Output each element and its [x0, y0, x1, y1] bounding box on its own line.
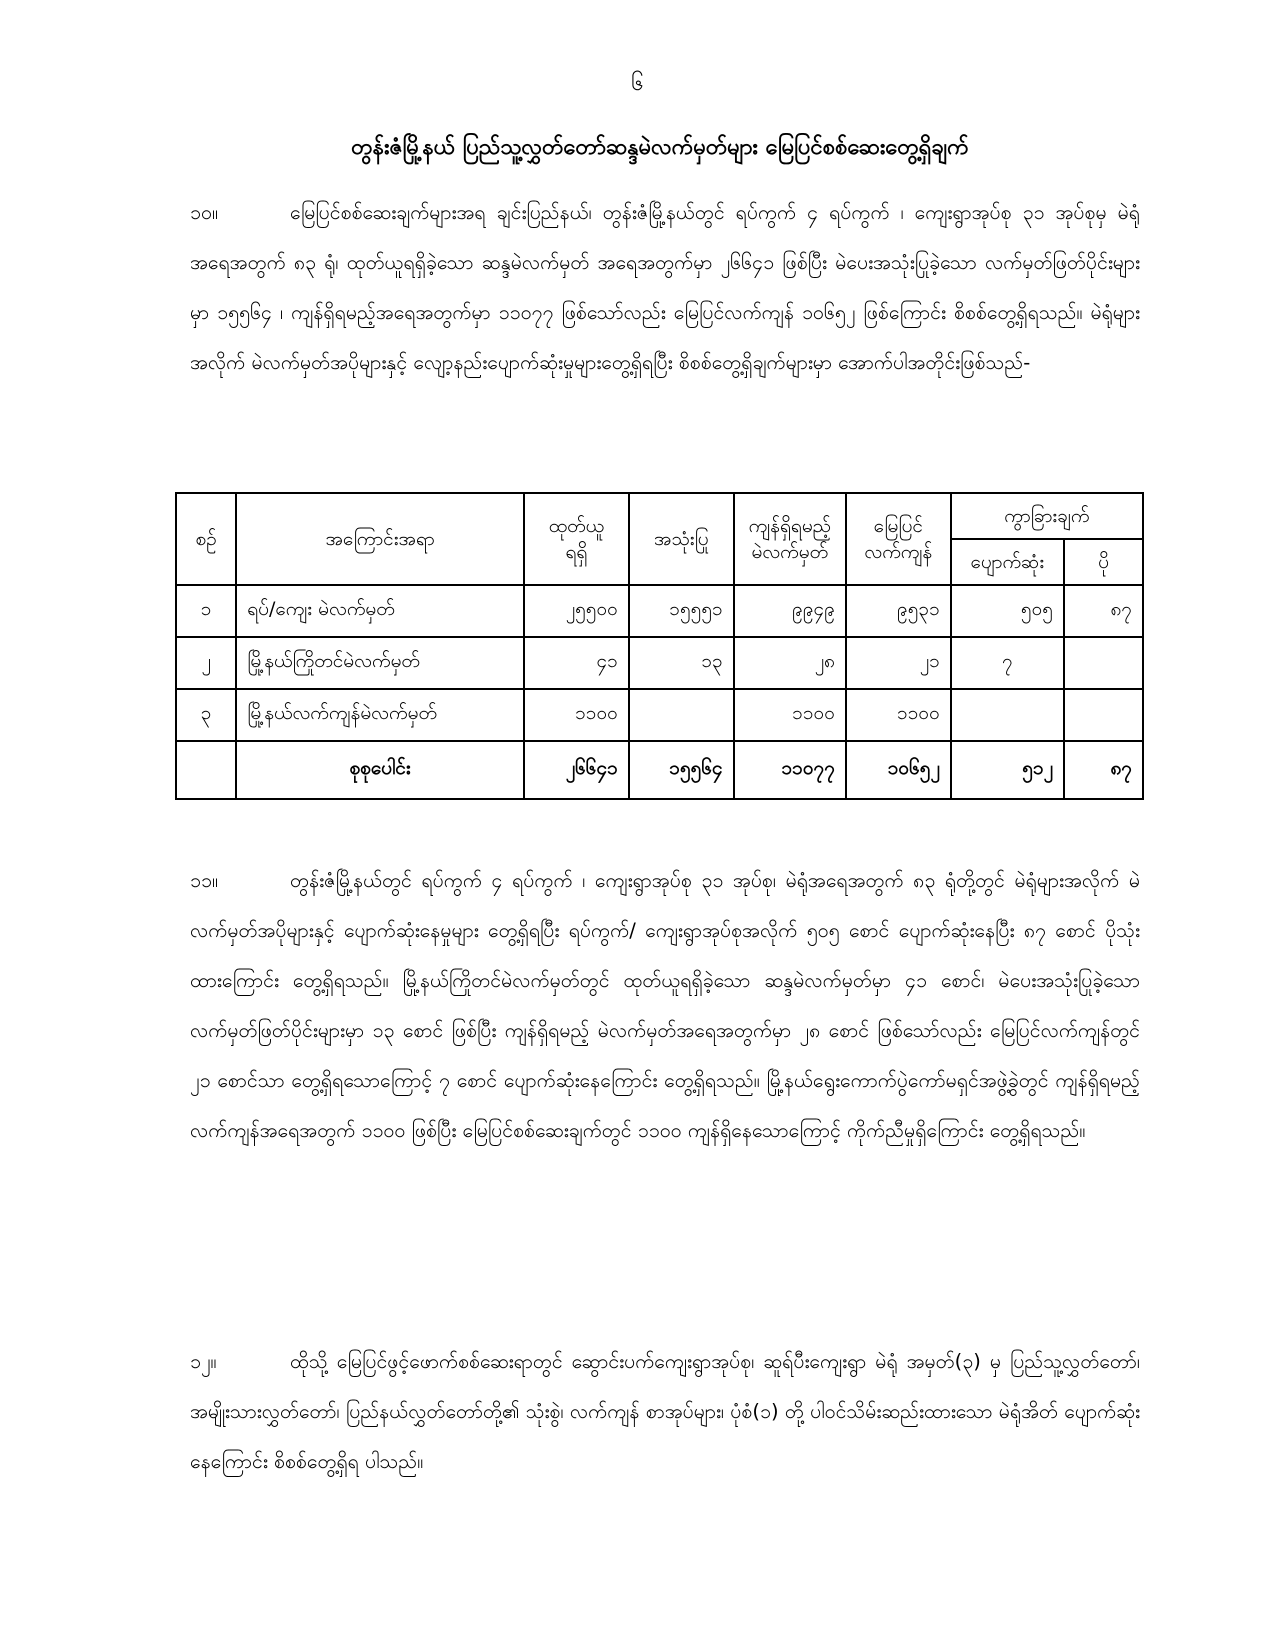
- paragraph-10: [190, 188, 1140, 388]
- cell-subject: ရပ်/ကျေး မဲလက်မှတ်: [236, 585, 524, 637]
- col-header-issued: ထုတ်ယူ ရရှိ: [524, 493, 629, 585]
- cell-excess: ၈၇: [1064, 585, 1143, 637]
- page-title: တွန်းဇံမြို့နယ် ပြည်သူ့လွှတ်တော်ဆန္ဒမဲလက်မှတ်များ မြေပြင်စစ်ဆေးတွေ့ရှိချက်: [351, 135, 969, 160]
- cell-sr: ၁: [176, 585, 236, 637]
- paragraph-number: ၁၁။: [190, 869, 218, 892]
- page-number: ၆: [631, 71, 644, 96]
- cell-ground-remaining: ၁၁၀၀: [846, 689, 951, 741]
- col-header-excess: ပို: [1064, 539, 1143, 585]
- cell-subject: မြို့နယ်လက်ကျန်မဲလက်မှတ်: [236, 689, 524, 741]
- cell-total-issued: ၂၆၆၄၁: [524, 741, 629, 799]
- paragraph-11: [190, 856, 1140, 1156]
- col-header-difference: ကွာခြားချက်: [951, 493, 1143, 539]
- paragraph-text: ထိုသို့ မြေပြင်ဖွင့်ဖောက်စစ်ဆေးရာတွင် ဆွောင်းပက်ကျေးရွာအုပ်စု၊ ဆူရ်ပီးကျေးရွာ မဲရုံ အမှတ်(၃) မှ ပြည်သူ့လွှတ်တော်၊ အမျိုးသားလွှတ်တော်၊ ပြည်နယ်လွှတ်တော်တို့၏ သုံးစွဲ၊ လက်ကျန် စာအုပ်များ၊ ပုံစံ(၁) တို့ ပါဝင်သိမ်းဆည်းထားသော မဲရုံအိတ် ပျောက်ဆုံးနေကြောင်း စိစစ်တွေ့ရှိရ ပါသည်။: [190, 1350, 1140, 1473]
- cell-used: ၁၃: [629, 637, 734, 689]
- table-row: [176, 637, 1143, 689]
- cell-expected-remaining: ၁၁၀၀: [734, 689, 846, 741]
- paragraph-12: [190, 1337, 1140, 1487]
- cell-total-label: စုစုပေါင်း: [236, 741, 524, 799]
- cell-total-expected-remaining: ၁၁၀၇၇: [734, 741, 846, 799]
- ballot-inspection-table: [175, 492, 1144, 800]
- paragraph-text: တွန်းဇံမြို့နယ်တွင် ရပ်ကွက် ၄ ရပ်ကွက် ၊ ကျေးရွာအုပ်စု ၃၁ အုပ်စု၊ မဲရုံအရေအတွက် ၈၃ ရုံတို့တွင် မဲရုံများအလိုက် မဲလက်မှတ်အပိုများနှင့် ပျောက်ဆုံးနေမှုများ တွေ့ရှိရပြီး ရပ်ကွက်/ ကျေးရွာအုပ်စုအလိုက် ၅၀၅ စောင် ပျောက်ဆုံးနေပြီး ၈၇ စောင် ပိုသုံးထားကြောင်း တွေ့ရှိရသည်။ မြို့နယ်ကြိုတင်မဲလက်မှတ်တွင် ထုတ်ယူရရှိခဲ့သော ဆန္ဒမဲလက်မှတ်မှာ ၄၁ စောင်၊ မဲပေးအသုံးပြုခဲ့သော လက်မှတ်ဖြတ်ပိုင်းများမှာ ၁၃ စောင် ဖြစ်ပြီး ကျန်ရှိရမည့် မဲလက်မှတ်အရေအတွက်မှာ ၂၈ စောင် ဖြစ်သော်လည်း မြေပြင်လက်ကျန်တွင် ၂၁ စောင်သာ တွေ့ရှိရသောကြောင့် ၇ စောင် ပျောက်ဆုံးနေကြောင်း တွေ့ရှိရသည်။ မြို့နယ်ရွေးကောက်ပွဲကော်မရှင်အဖွဲ့ခွဲတွင် ကျန်ရှိရမည့် လက်ကျန်အရေအတွက် ၁၁၀၀ ဖြစ်ပြီး မြေပြင်စစ်ဆေးချက်တွင် ၁၁၀၀ ကျန်ရှိနေသောကြောင့် ကိုက်ညီမှုရှိကြောင်း တွေ့ရှိရသည်။: [190, 869, 1140, 1142]
- cell-ground-remaining: ၉၅၃၁: [846, 585, 951, 637]
- col-header-subject: အကြောင်းအရာ: [236, 493, 524, 585]
- cell-excess: [1064, 637, 1143, 689]
- cell-issued: ၂၅၅၀၀: [524, 585, 629, 637]
- table-row: [176, 585, 1143, 637]
- cell-expected-remaining: ၂၈: [734, 637, 846, 689]
- col-header-lost: ပျောက်ဆုံး: [951, 539, 1064, 585]
- cell-excess: [1064, 689, 1143, 741]
- cell-subject: မြို့နယ်ကြိုတင်မဲလက်မှတ်: [236, 637, 524, 689]
- table-header-row: [176, 493, 1143, 539]
- cell-lost: ၇: [951, 637, 1064, 689]
- paragraph-number: ၁၀။: [190, 201, 218, 224]
- cell-ground-remaining: ၂၁: [846, 637, 951, 689]
- cell-used: [629, 689, 734, 741]
- cell-total-lost: ၅၁၂: [951, 741, 1064, 799]
- cell-sr-empty: [176, 741, 236, 799]
- cell-sr: ၃: [176, 689, 236, 741]
- paragraph-text: မြေပြင်စစ်ဆေးချက်များအရ ချင်းပြည်နယ်၊ တွန်းဇံမြို့နယ်တွင် ရပ်ကွက် ၄ ရပ်ကွက် ၊ ကျေးရွာအုပ်စု ၃၁ အုပ်စုမှ မဲရုံအရေအတွက် ၈၃ ရုံ၊ ထုတ်ယူရရှိခဲ့သော ဆန္ဒမဲလက်မှတ် အရေအတွက်မှာ ၂၆၆၄၁ ဖြစ်ပြီး မဲပေးအသုံးပြုခဲ့သော လက်မှတ်ဖြတ်ပိုင်းများမှာ ၁၅၅၆၄ ၊ ကျန်ရှိရမည့်အရေအတွက်မှာ ၁၁၀၇၇ ဖြစ်သော်လည်း မြေပြင်လက်ကျန် ၁၀၆၅၂ ဖြစ်ကြောင်း စိစစ်တွေ့ရှိရသည်။ မဲရုံများအလိုက် မဲလက်မှတ်အပိုများနှင့် လျော့နည်းပျောက်ဆုံးမှုများတွေ့ရှိရပြီး စိစစ်တွေ့ရှိချက်များမှာ အောက်ပါအတိုင်းဖြစ်သည်-: [190, 201, 1140, 374]
- table-row: [176, 689, 1143, 741]
- cell-sr: ၂: [176, 637, 236, 689]
- col-header-expected-remaining: ကျန်ရှိရမည့် မဲလက်မှတ်: [734, 493, 846, 585]
- cell-issued: ၄၁: [524, 637, 629, 689]
- paragraph-number: ၁၂။: [190, 1350, 217, 1373]
- cell-total-excess: ၈၇: [1064, 741, 1143, 799]
- cell-issued: ၁၁၀၀: [524, 689, 629, 741]
- table-total-row: [176, 741, 1143, 799]
- cell-lost: [951, 689, 1064, 741]
- cell-used: ၁၅၅၅၁: [629, 585, 734, 637]
- col-header-used: အသုံးပြု: [629, 493, 734, 585]
- cell-lost: ၅၀၅: [951, 585, 1064, 637]
- cell-total-used: ၁၅၅၆၄: [629, 741, 734, 799]
- cell-expected-remaining: ၉၉၄၉: [734, 585, 846, 637]
- cell-total-ground-remaining: ၁၀၆၅၂: [846, 741, 951, 799]
- col-header-ground-remaining: မြေပြင် လက်ကျန်: [846, 493, 951, 585]
- col-header-sr: စဉ်: [176, 493, 236, 585]
